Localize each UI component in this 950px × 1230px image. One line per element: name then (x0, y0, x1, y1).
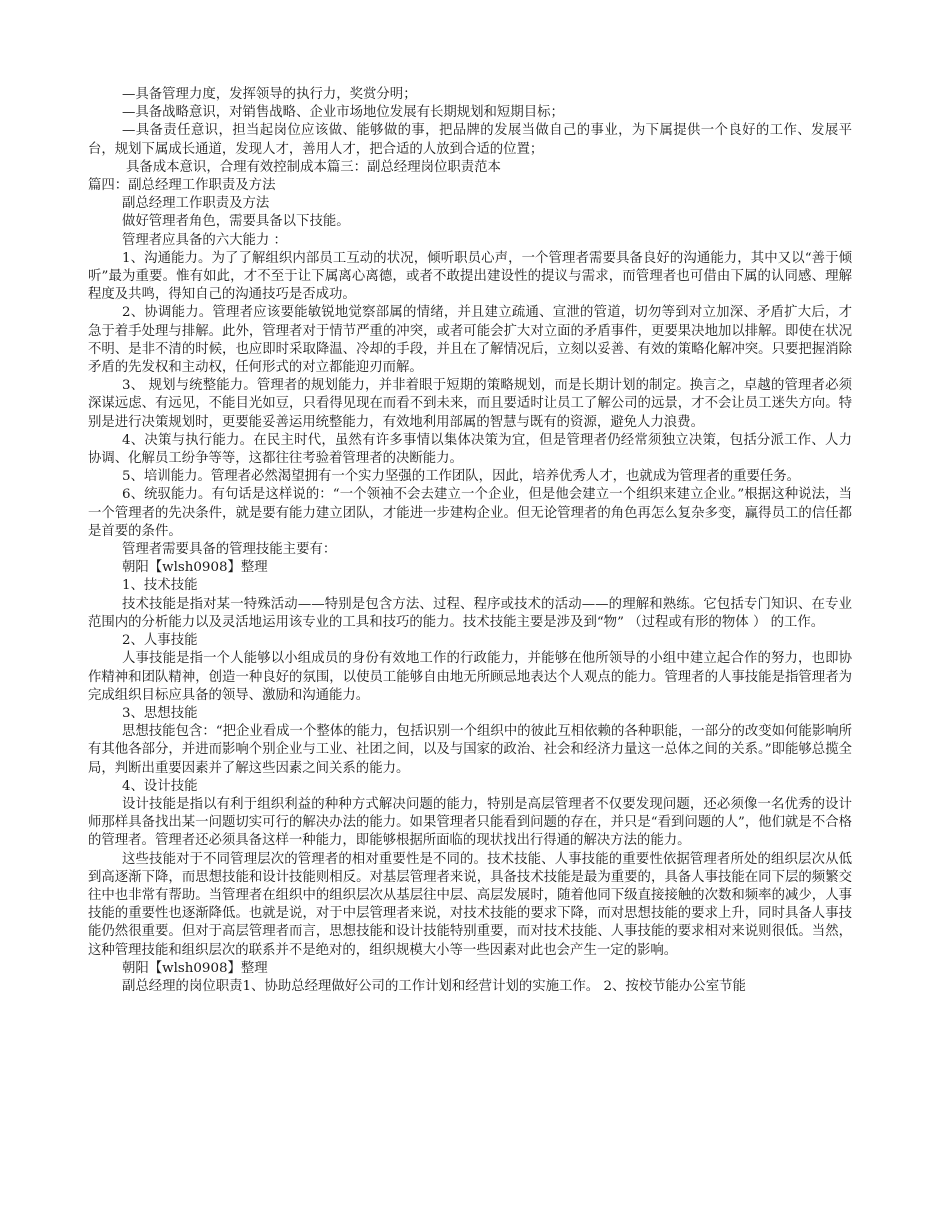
paragraph: 做好管理者角色，需要具备以下技能。 (122, 214, 350, 230)
paragraph: 5、培训能力。管理者必然渴望拥有一个实力坚强的工作团队，因此，培养优秀人才，也就成为管理者的重要任务。 (122, 469, 801, 485)
paragraph: 4、决策与执行能力。在民主时代，虽然有许多事情以集体决策为宜，但是管理者仍经常须独立决策，包括分派工作、人力协调、化解员工纷争等等，这都往往考验着管理者的决断能力。 (88, 432, 852, 467)
paragraph: 1、技术技能 (122, 578, 198, 594)
paragraph: 篇四：副总经理工作职责及方法 (88, 178, 276, 194)
paragraph: 2、人事技能 (122, 633, 198, 649)
paragraph: —具备管理力度，发挥领导的执行力，奖赏分明； (122, 87, 417, 102)
paragraph: 人事技能是指一个人能够以小组成员的身份有效地工作的行政能力，并能够在他所领导的小组中建立起合作的努力，也即协作精神和团队精神，创造一种良好的氛围，以使员工能够自由地无所顾忌地表达个人观点的能力。管理者的人事技能是指管理者为完成组织目标应具备的领导、激励和沟通能力。 (88, 651, 852, 703)
paragraph: —具备责任意识，担当起岗位应该做、能够做的事，把品牌的发展当做自己的事业，为下属提供一个良好的工作、发展平台，规划下属成长通道，发现人才，善用人才，把合适的人放到合适的位置； (88, 123, 852, 157)
paragraph: 管理者应具备的六大能力 ： (122, 232, 287, 248)
paragraph: 副总经理工作职责及方法 (122, 196, 270, 212)
paragraph: —具备战略意识，对销售战略、企业市场地位发展有长期规划和短期目标； (122, 105, 564, 121)
paragraph: 1、沟通能力。为了了解组织内部员工互动的状况，倾听职员心声，一个管理者需要具备良好的沟通能力，其中又以“善于倾听”最为重要。惟有如此，才不至于让下属离心离德，或者不敢提出建设性的提议与需求，而管理者也可借由下属的认同感、理解程度及共鸣，得知自己的沟通技巧是否成功。 (88, 250, 852, 303)
paragraph: 设计技能是指以有利于组织利益的种种方式解决问题的能力，特别是高层管理者不仅要发现问题，还必须像一名优秀的设计师那样具备找出某一问题切实可行的解决办法的能力。如果管理者只能看到问题的存在，并只是“看到问题的人”，他们就是不合格的管理者。管理者还必须具备这样一种能力，即能够根据所面临的现状找出行得通的解决方法的能力。 (88, 796, 852, 849)
paragraph: 朝阳【wlsh0908】整理 (122, 960, 268, 976)
paragraph: 4、设计技能 (122, 778, 198, 794)
paragraph: 3、 规划与统整能力。管理者的规划能力，并非着眼于短期的策略规划，而是长期计划的制定。换言之，卓越的管理者必须深谋远虑、有远见，不能目光如豆，只看得见现在而看不到未来，而且要适时让员工了解公司的远景，才不会让员工迷失方向。特别是进行决策规划时，更要能妥善运用统整能力，有效地利用部属的智慧与既有的资源，避免人力浪费。 (88, 378, 852, 430)
document-page (88, 86, 852, 996)
paragraph: 具备成本意识，合理有效控制成本篇三：副总经理岗位职责范本 (126, 159, 501, 175)
paragraph: 朝阳【wlsh0908】整理 (122, 560, 268, 576)
paragraph: 副总经理的岗位职责1、协助总经理做好公司的工作计划和经营计划的实施工作。 2、按校节能办公室节能 (122, 978, 746, 994)
paragraph: 技术技能是指对某一特殊活动——特别是包含方法、过程、程序或技术的活动——的理解和熟练。它包括专门知识、在专业范围内的分析能力以及灵活地运用该专业的工具和技巧的能力。技术技能主要是涉及到“物” （过程或有形的物体 ） 的工作。 (88, 596, 852, 630)
paragraph: 管理者需要具备的管理技能主要有： (122, 542, 337, 558)
paragraph: 6、统驭能力。有句话是这样说的：“一个领袖不会去建立一个企业，但是他会建立一个组织来建立企业。”根据这种说法，当一个管理者的先决条件，就是要有能力建立团队，才能进一步建构企业。但无论管理者的角色再怎么复杂多变，赢得员工的信任都是首要的条件。 (88, 487, 852, 539)
paragraph: 2、协调能力。管理者应该要能敏锐地觉察部属的情绪，并且建立疏通、宣泄的管道，切勿等到对立加深、矛盾扩大后，才急于着手处理与排解。此外，管理者对于情节严重的冲突，或者可能会扩大对立面的矛盾事件，更要果决地加以排解。即使在状况不明、是非不清的时候，也应即时采取降温、冷却的手段，并且在了解情况后，立刻以妥善、有效的策略化解冲突。只要把握消除矛盾的先发权和主动权，任何形式的对立都能迎刃而解。 (88, 305, 852, 376)
paragraph: 3、思想技能 (122, 705, 198, 721)
paragraph: 这些技能对于不同管理层次的管理者的相对重要性是不同的。技术技能、人事技能的重要性依据管理者所处的组织层次从低到高逐渐下降，而思想技能和设计技能则相反。对基层管理者来说，具备技术技能是最为重要的，具备人事技能在同下层的频繁交往中也非常有帮助。当管理者在组织中的组织层次从基层往中层、高层发展时，随着他同下级直接接触的次数和频率的减少，人事技能的重要性也逐渐降低。也就是说，对于中层管理者来说，对技术技能的要求下降，而对思想技能的要求上升，同时具备人事技能仍然很重要。但对于高层管理者而言，思想技能和设计技能特别重要，而对技术技能、人事技能的要求相对来说则很低。当然，这种管理技能和组织层次的联系并不是绝对的，组织规模大小等一些因素对此也会产生一定的影响。 (88, 851, 852, 958)
paragraph: 思想技能包含：“把企业看成一个整体的能力，包括识别一个组织中的彼此互相依赖的各种职能，一部分的改变如何能影响所有其他各部分，并进而影响个别企业与工业、社团之间，以及与国家的政治、社会和经济力量这一总体之间的关系。”即能够总揽全局，判断出重要因素并了解这些因素之间关系的能力。 (88, 724, 852, 776)
